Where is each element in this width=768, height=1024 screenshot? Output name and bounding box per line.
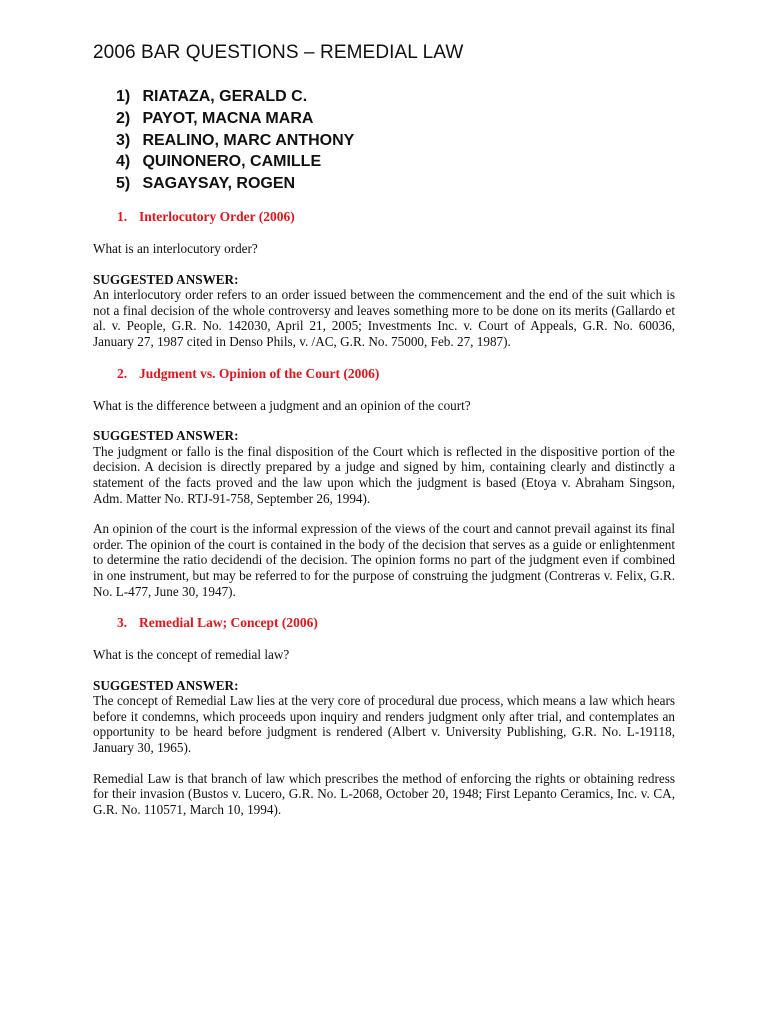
question-text: What is an interlocutory order?	[93, 241, 258, 256]
section-heading	[117, 613, 675, 633]
author-name: QUINONERO, CAMILLE	[142, 153, 322, 171]
author-item	[116, 86, 354, 108]
section-2	[93, 364, 675, 600]
section-heading	[117, 364, 675, 384]
answer-paragraph: The concept of Remedial Law lies at the very core of procedural due process, which means a law which hears before it condemns, which proceeds upon inquiry and renders judgment only after trial, and contemplates an opportunity to be heard before judgment is rendered (Albert v. University Publishing, G.R. No. L-19118, January 30, 1965).	[93, 693, 675, 756]
answer-block	[93, 444, 675, 599]
answer-paragraph: An interlocutory order refers to an order issued between the commencement and the end of the suit which is not a final decision of the whole controversy and leaves something more to be done on its merits (Gallardo et al. v. People, G.R. No. 142030, April 21, 2005; Investments Inc. v. Court of Appeals, G.R. No. 60036, January 27, 1987 cited in Denso Phils, v. /AC, G.R. No. 75000, Feb. 27, 1987).	[93, 287, 675, 349]
section-number: 3.	[117, 615, 128, 631]
author-number: 4)	[116, 153, 131, 171]
author-item	[116, 173, 354, 195]
author-number: 5)	[116, 175, 131, 193]
suggested-answer-label: SUGGESTED ANSWER:	[93, 677, 239, 693]
suggested-answer-label: SUGGESTED ANSWER:	[93, 428, 239, 444]
author-name: PAYOT, MACNA MARA	[142, 109, 314, 127]
answer-block	[93, 287, 675, 349]
section-title: Interlocutory Order (2006)	[139, 209, 295, 224]
answer-paragraph: An opinion of the court is the informal expression of the views of the court and cannot prevail against its final order. The opinion of the court is contained in the body of the decision that serves as a guide or enlightenment to determine the ratio decidendi of the decision. The opinion forms no part of the judgment even if combined in one instrument, but may be referred to for the purpose of construing the judgment (Contreras v. Felix, G.R. No. L-477, June 30, 1947).	[93, 521, 675, 599]
answer-paragraph: The judgment or fallo is the final disposition of the Court which is reflected in the dispositive portion of the decision. A decision is directly prepared by a judge and signed by him, containing clearly and distinctly a statement of the facts proved and the law upon which the judgment is based (Etoya v. Abraham Singson, Adm. Matter No. RTJ-91-758, September 26, 1994).	[93, 443, 675, 506]
answer-block	[93, 693, 675, 817]
author-name: SAGAYSAY, ROGEN	[142, 175, 296, 193]
section-title: Judgment vs. Opinion of the Court (2006)	[139, 365, 380, 381]
question-text: What is the concept of remedial law?	[93, 647, 290, 663]
author-list	[116, 86, 354, 195]
author-number: 3)	[116, 131, 131, 149]
author-number: 1)	[116, 88, 131, 105]
section-title: Remedial Law; Concept (2006)	[139, 615, 318, 631]
author-item	[116, 130, 354, 152]
section-number: 1.	[117, 209, 128, 224]
author-name: RIATAZA, GERALD C.	[142, 88, 308, 105]
author-name: REALINO, MARC ANTHONY	[142, 131, 355, 149]
document-title: 2006 BAR QUESTIONS – REMEDIAL LAW	[93, 42, 464, 63]
author-item	[116, 151, 354, 173]
section-3	[93, 613, 675, 817]
suggested-answer-label: SUGGESTED ANSWER:	[93, 271, 239, 287]
author-item	[116, 108, 354, 130]
author-number: 2)	[116, 109, 131, 127]
document-body	[93, 203, 675, 831]
question-text: What is the difference between a judgment and an opinion of the court?	[93, 397, 471, 413]
section-1	[93, 207, 675, 350]
answer-paragraph: Remedial Law is that branch of law which prescribes the method of enforcing the rights or obtaining redress for their invasion (Bustos v. Lucero, G.R. No. L-2068, October 20, 1948; First Lepanto Ceramics, Inc. v. CA, G.R. No. 110571, March 10, 1994).	[93, 770, 675, 817]
section-number: 2.	[117, 365, 128, 381]
section-heading	[117, 207, 675, 227]
